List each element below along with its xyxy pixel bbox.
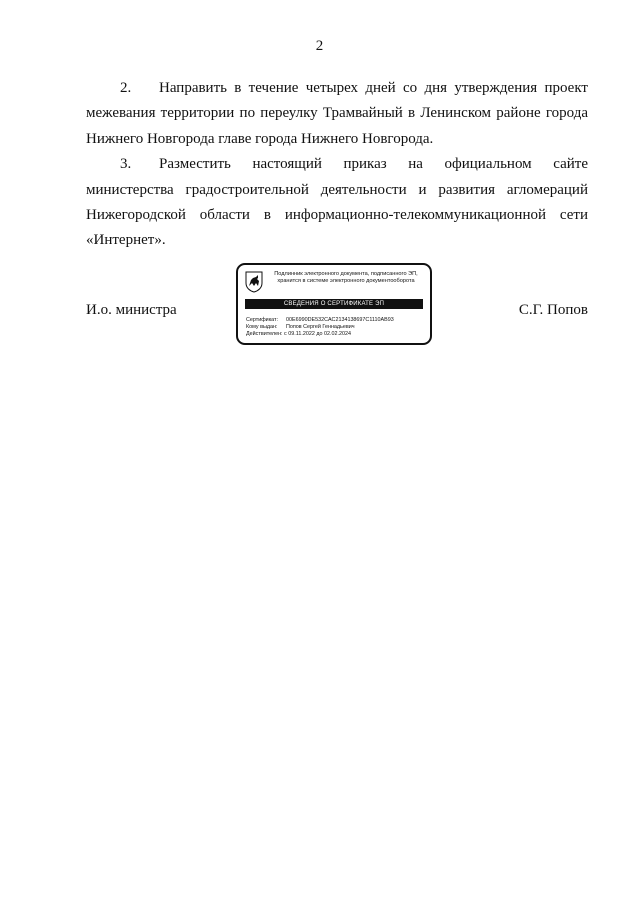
issued-to-row	[246, 324, 426, 331]
coat-of-arms-icon	[245, 271, 263, 293]
stamp-header	[266, 271, 426, 285]
certificate-label: Сертификат:	[246, 317, 279, 323]
paragraph-number: 3.	[120, 156, 132, 173]
e-signature-stamp	[236, 263, 432, 345]
stamp-title: СВЕДЕНИЯ О СЕРТИФИКАТЕ ЭП	[245, 299, 423, 309]
issued-to-label: Кому выдан:	[246, 324, 278, 330]
certificate-row	[246, 317, 426, 324]
signatory-position: И.о. министра	[86, 302, 177, 318]
paragraph-text: Разместить настоящий приказ на официальном сайте министерства градостроительной деятельности и развития агломераций Нижегородской области в информационно-телекоммуникационной сети «Интернет».	[86, 156, 588, 249]
validity-value: с 09.11.2022 до 02.02.2024	[284, 331, 351, 337]
validity-label: Действителен:	[246, 331, 283, 337]
issued-to-value: Попов Сергей Геннадьевич	[286, 324, 355, 330]
signatory-name: С.Г. Попов	[518, 302, 588, 318]
paragraph-number: 2.	[120, 80, 132, 96]
validity-row	[246, 331, 426, 338]
paragraph-3	[86, 152, 588, 254]
certificate-value: 00E6990DE532CAC2134138697C1110AB93	[286, 317, 394, 323]
stamp-details	[246, 317, 426, 338]
paragraph-2	[86, 76, 588, 152]
page-number: 2	[315, 38, 324, 54]
stamp-header-line: хранится в системе электронного документооборота	[277, 278, 415, 284]
document-body	[86, 76, 588, 254]
stamp-header-line: Подлинник электронного документа, подписанного ЭП,	[274, 271, 418, 277]
paragraph-text: Направить в течение четырех дней со дня утверждения проект межевания территории по переулку Трамвайный в Ленинском районе города Нижнего Новгорода главе города Нижнего Новгорода.	[86, 80, 588, 147]
